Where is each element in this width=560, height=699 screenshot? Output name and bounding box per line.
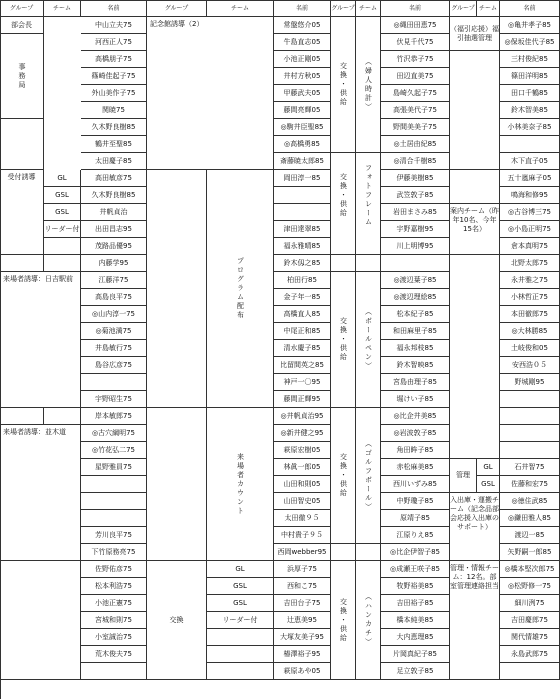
table-cell: 吉田台子75: [274, 595, 331, 612]
header-name-2: 名前: [274, 0, 331, 17]
table-cell: 細川洌75: [500, 595, 560, 612]
table-cell: 鈴木智美85: [500, 102, 560, 119]
table-cell: （福引応援）福引抽選管理: [450, 17, 500, 51]
table-cell: リーダー付: [207, 612, 274, 629]
table-cell: 和田麻里子85: [381, 323, 450, 340]
table-cell: ◎駒井臣聖85: [274, 119, 331, 136]
table-cell: 入出庫・運搬チーム（記念品部会応援入出庫のサポート）: [450, 493, 500, 561]
table-cell: （ボールペン）: [356, 272, 381, 408]
table-cell: ◎渡辺葉子85: [381, 272, 450, 289]
table-cell: 安西浩０５: [500, 357, 560, 374]
table-cell: 佐藤和宏75: [500, 476, 560, 493]
table-cell: ◎山内淳一75: [81, 306, 147, 323]
table-cell: GL: [44, 170, 81, 187]
table-cell: 竹沢恭子75: [381, 51, 450, 68]
empty-cell: [0, 255, 44, 272]
empty-cell: [274, 187, 331, 204]
empty-cell: [0, 119, 44, 170]
table-cell: 福永雅晴85: [274, 238, 331, 255]
table-cell: ◎古谷博三75: [500, 204, 560, 221]
table-cell: 鈴木仭之85: [274, 255, 331, 272]
table-cell: 本田徹郎75: [500, 306, 560, 323]
table-cell: 神戸一〇95: [274, 374, 331, 391]
empty-cell: [81, 493, 147, 510]
table-cell: ◎成瀬王咲子85: [381, 561, 450, 578]
empty-cell: [500, 442, 560, 459]
table-cell: 伊藤美樹85: [381, 170, 450, 187]
table-cell: ◎橋本堅次郎75: [500, 561, 560, 578]
table-cell: 倉本真明75: [500, 238, 560, 255]
table-cell: 野城剛95: [500, 374, 560, 391]
table-cell: ◎渡辺理絵85: [381, 289, 450, 306]
table-cell: 藤間亮輝05: [274, 102, 331, 119]
table-cell: リーダー付: [44, 221, 81, 238]
table-cell: GSL: [477, 476, 500, 493]
table-cell: 永井雅之75: [500, 272, 560, 289]
table-cell: 清水慶子85: [274, 340, 331, 357]
table-cell: 荒木俊夫75: [81, 646, 147, 663]
table-cell: 小池正剛05: [274, 51, 331, 68]
table-cell: 角田眸子85: [381, 442, 450, 459]
empty-cell: [44, 255, 81, 272]
table-cell: 山田和則05: [274, 476, 331, 493]
table-cell: 宇野嘉樹95: [381, 221, 450, 238]
table-cell: 太田慶子85: [81, 153, 147, 170]
header-group-2: グループ: [147, 0, 207, 17]
table-cell: 井村方秋05: [274, 68, 331, 85]
table-cell: 鶴井至聖85: [81, 136, 147, 153]
empty-cell: [331, 544, 356, 561]
table-cell: 島谷広彦75: [81, 357, 147, 374]
table-cell: 鈴木智映85: [381, 357, 450, 374]
table-cell: 橋本純美85: [381, 612, 450, 629]
table-cell: グループ: [331, 0, 356, 17]
table-cell: 林眞一郎05: [274, 459, 331, 476]
table-cell: ◎土居由紀85: [381, 136, 450, 153]
table-cell: 中山立夫75: [81, 17, 147, 34]
table-cell: GSL: [207, 595, 274, 612]
empty-cell: [500, 391, 560, 408]
table-cell: GSL: [44, 204, 81, 221]
empty-cell: [356, 255, 381, 272]
empty-cell: [147, 408, 207, 561]
table-cell: 来場者カウント: [207, 408, 274, 561]
table-cell: 吉田慶郎75: [500, 612, 560, 629]
table-cell: 松本紀子85: [381, 306, 450, 323]
table-cell: 鳴海和修95: [500, 187, 560, 204]
table-cell: ◎比企伊智子85: [381, 544, 450, 561]
empty-cell: [207, 663, 274, 680]
table-cell: ◎竹花弘二75: [81, 442, 147, 459]
table-cell: 萩原宏樹05: [274, 442, 331, 459]
table-cell: 内藤学95: [81, 255, 147, 272]
empty-cell: [81, 374, 147, 391]
table-cell: ◎小島正明75: [500, 221, 560, 238]
table-cell: 足立敦子85: [381, 663, 450, 680]
table-cell: ◎菊池満75: [81, 323, 147, 340]
table-cell: ◎古穴綱明75: [81, 425, 147, 442]
header-group-1: グループ: [0, 0, 44, 17]
empty-cell: [44, 408, 81, 425]
table-cell: GSL: [44, 187, 81, 204]
empty-cell: [0, 561, 81, 680]
empty-cell: [44, 238, 81, 255]
table-cell: 北野太郎75: [500, 255, 560, 272]
header-team-2: チーム: [207, 0, 274, 17]
table-cell: プログラム配布: [207, 170, 274, 408]
table-cell: 管理: [450, 459, 477, 493]
table-cell: 交換・供給: [331, 408, 356, 544]
table-cell: 来場者誘導：並木道: [0, 425, 81, 561]
table-cell: 下竹原務亮75: [81, 544, 147, 561]
table-cell: 外山美作子75: [81, 85, 147, 102]
table-cell: 田辺直美75: [381, 68, 450, 85]
empty-cell: [356, 544, 381, 561]
table-cell: 小室誠治75: [81, 629, 147, 646]
table-cell: 篠崎佳起子75: [81, 68, 147, 85]
empty-cell: [0, 408, 44, 425]
table-cell: ◎井帆貞治95: [274, 408, 331, 425]
table-cell: 土岐俊和05: [500, 340, 560, 357]
table-cell: 事務局: [0, 34, 44, 119]
table-cell: GL: [207, 561, 274, 578]
table-cell: 石井智75: [500, 459, 560, 476]
table-cell: 交換・供給: [331, 272, 356, 408]
table-cell: 宮島由理子85: [381, 374, 450, 391]
table-cell: 久木野良樹85: [81, 187, 147, 204]
empty-cell: [81, 476, 147, 493]
table-cell: 小林美奈子85: [500, 119, 560, 136]
table-cell: 出田昌志95: [81, 221, 147, 238]
table-cell: ◎松野修一75: [500, 578, 560, 595]
empty-cell: [500, 408, 560, 425]
table-cell: グループ: [450, 0, 477, 17]
table-cell: 芳川良平75: [81, 527, 147, 544]
table-cell: 交換・供給: [331, 561, 356, 680]
table-cell: 矢野嗣一郎85: [500, 544, 560, 561]
table-cell: 西岡webber95: [274, 544, 331, 561]
table-cell: 高田敏彦75: [81, 170, 147, 187]
table-cell: ◎縄田田恵75: [381, 17, 450, 34]
table-cell: 藤間正輝95: [274, 391, 331, 408]
table-cell: 片岡真紀子85: [381, 646, 450, 663]
table-cell: ◎比企井美85: [381, 408, 450, 425]
empty-cell: [147, 170, 207, 408]
table-cell: 比留間英之85: [274, 357, 331, 374]
table-cell: 伏見千代75: [381, 34, 450, 51]
table-cell: 金子年一85: [274, 289, 331, 306]
table-cell: 中村貴子９５: [274, 527, 331, 544]
table-cell: 牧野裕美85: [381, 578, 450, 595]
table-cell: 井島敏行75: [81, 340, 147, 357]
table-cell: 名前: [500, 0, 560, 17]
table-cell: 星野雅員75: [81, 459, 147, 476]
table-cell: 柏田行85: [274, 272, 331, 289]
table-cell: ◎徳住武85: [500, 493, 560, 510]
empty-cell: [274, 204, 331, 221]
empty-cell: [500, 136, 560, 153]
table-cell: 小林哲正75: [500, 289, 560, 306]
table-cell: 常盤悠介05: [274, 17, 331, 34]
header-team-1: チーム: [44, 0, 81, 17]
empty-cell: [81, 510, 147, 527]
empty-cell: [500, 425, 560, 442]
table-cell: 堀けい子85: [381, 391, 450, 408]
empty-cell: [331, 255, 356, 272]
table-cell: 原靖子85: [381, 510, 450, 527]
table-cell: 福永邦枝85: [381, 340, 450, 357]
table-cell: 交換: [147, 561, 207, 680]
table-cell: 名前: [381, 0, 450, 17]
table-cell: 部会長: [0, 17, 44, 34]
table-cell: 西川いずみ85: [381, 476, 450, 493]
table-cell: 江藤洋75: [81, 272, 147, 289]
table-cell: 辻恵美95: [274, 612, 331, 629]
table-cell: 関暁75: [81, 102, 147, 119]
table-cell: （ハンカチ）: [356, 561, 381, 680]
table-cell: 中尾正和85: [274, 323, 331, 340]
table-cell: 川上明博95: [381, 238, 450, 255]
table-cell: 椿澤裕子95: [274, 646, 331, 663]
table-cell: 五十嵐麻子05: [500, 170, 560, 187]
table-cell: 受付誘導: [0, 170, 44, 255]
table-cell: 山田智史05: [274, 493, 331, 510]
table-cell: 甲藤武夫05: [274, 85, 331, 102]
table-cell: GL: [477, 459, 500, 476]
table-cell: （ゴルフボール）: [356, 408, 381, 544]
empty-cell: [450, 170, 500, 204]
table-cell: フォトフレーム: [356, 136, 381, 255]
empty-cell: [500, 663, 560, 680]
table-cell: 高張美代子75: [381, 102, 450, 119]
table-cell: GSL: [207, 578, 274, 595]
table-cell: ◎大林勝85: [500, 323, 560, 340]
table-cell: チーム: [356, 0, 381, 17]
table-cell: 来場者誘導：日吉駅前: [0, 272, 81, 408]
table-cell: 管理・情報チーム：12名。部室管理連絡担当: [450, 561, 500, 680]
table-cell: 交換・供給: [331, 136, 356, 255]
table-cell: 赤松麻美85: [381, 459, 450, 476]
table-cell: ◎清合千樹85: [381, 153, 450, 170]
table-cell: 関代情雄75: [500, 629, 560, 646]
table-cell: 津田達翠85: [274, 221, 331, 238]
table-cell: 江原りえ85: [381, 527, 450, 544]
table-cell: 田口千鶴85: [500, 85, 560, 102]
table-cell: ◎岩波敦子85: [381, 425, 450, 442]
table-cell: 牛島直志05: [274, 34, 331, 51]
table-cell: 岸本敏郎75: [81, 408, 147, 425]
table-cell: 交換・供給: [331, 17, 356, 153]
table-cell: 宮城和則75: [81, 612, 147, 629]
table-cell: 茂路品優95: [81, 238, 147, 255]
empty-cell: [207, 629, 274, 646]
table-cell: ◎亀井孝子85: [500, 17, 560, 34]
table-cell: 斎藤暁太郎85: [274, 153, 331, 170]
table-cell: 武笠敦子85: [381, 187, 450, 204]
table-cell: 浜厚子75: [274, 561, 331, 578]
table-cell: 井帆貞治: [81, 204, 147, 221]
table-cell: 大内恵理85: [381, 629, 450, 646]
table-cell: 記念館誘導（2）: [147, 17, 274, 170]
empty-cell: [381, 255, 450, 272]
table-cell: 吉田裕子85: [381, 595, 450, 612]
table-cell: チーム: [477, 0, 500, 17]
table-cell: ◎鎌田雅人85: [500, 510, 560, 527]
table-cell: ◎新井健之95: [274, 425, 331, 442]
empty-cell: [81, 663, 147, 680]
table-cell: 小池正憲75: [81, 595, 147, 612]
table-cell: 中野瓊子85: [381, 493, 450, 510]
table-cell: ◎高橋勇85: [274, 136, 331, 153]
table-cell: 案内チーム（昨年10名、今年15名）: [450, 204, 500, 255]
empty-cell: [450, 51, 500, 170]
table-cell: 河西正人75: [81, 34, 147, 51]
table-cell: 萩原あや05: [274, 663, 331, 680]
table-cell: 高島良平75: [81, 289, 147, 306]
table-cell: 宇野昭生75: [81, 391, 147, 408]
table-cell: 島崎久起子75: [381, 85, 450, 102]
table-cell: 岩田まさみ85: [381, 204, 450, 221]
table-cell: 永島武郎75: [500, 646, 560, 663]
table-cell: 野間美美子75: [381, 119, 450, 136]
table-cell: 大塚友美子95: [274, 629, 331, 646]
table-cell: 久木野良樹85: [81, 119, 147, 136]
header-name-1: 名前: [81, 0, 147, 17]
table-cell: 渡辺一85: [500, 527, 560, 544]
table-cell: 佐野佑彦75: [81, 561, 147, 578]
table-cell: 西和こ75: [274, 578, 331, 595]
table-cell: （婦人時計）: [356, 17, 381, 153]
table-cell: 木下直子05: [500, 153, 560, 170]
table-cell: 太田徹９５: [274, 510, 331, 527]
empty-cell: [450, 255, 500, 459]
table-cell: 高橋朋子75: [81, 51, 147, 68]
table-cell: 篠田洋明85: [500, 68, 560, 85]
table-cell: 高橋直人85: [274, 306, 331, 323]
table-cell: 松本利浩75: [81, 578, 147, 595]
table-cell: 三村俊紀85: [500, 51, 560, 68]
empty-cell: [207, 646, 274, 663]
table-cell: 岡田淳一85: [274, 170, 331, 187]
table-cell: ◎保坂佳代子85: [500, 34, 560, 51]
